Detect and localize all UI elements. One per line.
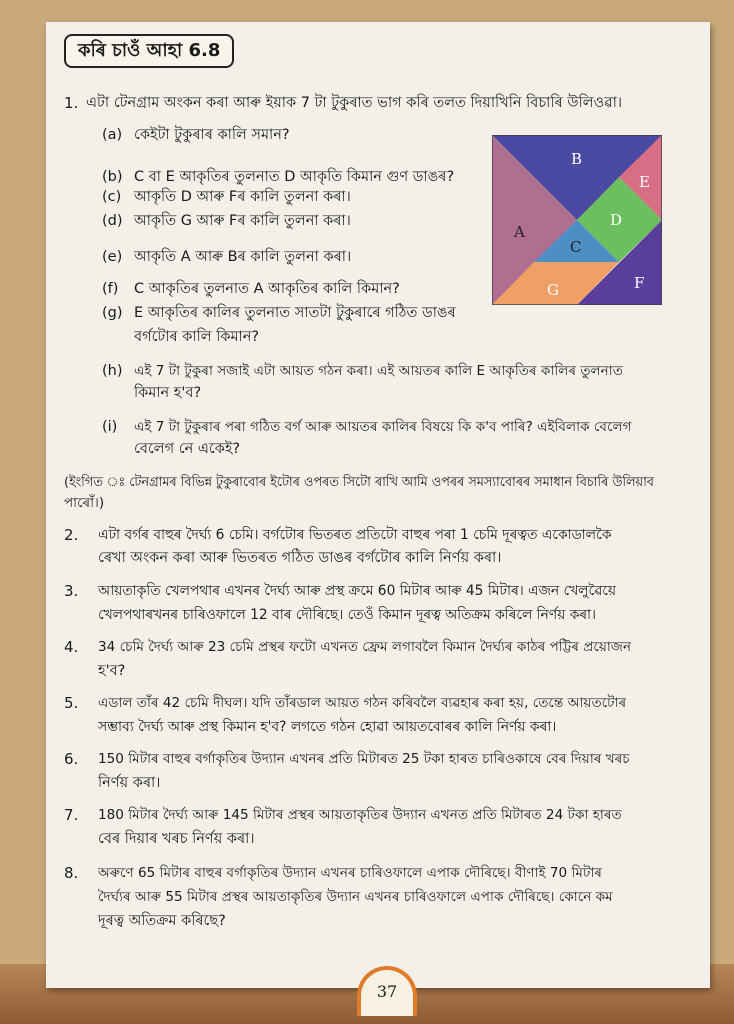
tangram-label-d: D — [610, 211, 623, 229]
q4-number: 4. — [64, 638, 79, 656]
q5-number: 5. — [64, 694, 79, 712]
q1h-text: এই 7 টা টুকুৰা সজাই এটা আয়ত গঠন কৰা। এই আয়তৰ কালি E আকৃতিৰ কালিৰ তুলনাত — [134, 363, 623, 379]
q1b-label: (b) — [102, 169, 123, 185]
q1i-label: (i) — [102, 419, 118, 435]
q1d-label: (d) — [102, 213, 123, 229]
activity-title: কৰি চাওঁ আহা 6.8 — [78, 39, 221, 61]
q2-line1: এটা বৰ্গৰ বাহুৰ দৈৰ্ঘ্য 6 চেমি। বৰ্গটোৰ ভিতৰত প্ৰতিটো বাহুৰ পৰা 1 চেমি দূৰত্বত একোডালকৈ — [98, 527, 612, 543]
q1g-text-cont: বৰ্গটোৰ কালি কিমান? — [134, 329, 260, 345]
q2-line2: ৰেখা অংকন কৰা আৰু ভিতৰত গঠিত ডাঙৰ বৰ্গটোৰ কালি নিৰ্ণয় কৰা। — [98, 550, 502, 566]
q1h-text-cont: কিমান হ'ব? — [134, 385, 202, 401]
q5-line2: সম্ভাব্য দৈৰ্ঘ্য আৰু প্ৰস্থ কিমান হ'ব? লগতে গঠন হোৱা আয়তবোৰৰ কালি নিৰ্ণয় কৰা। — [98, 719, 557, 735]
q1f-label: (f) — [102, 281, 119, 297]
q1e-label: (e) — [102, 249, 123, 265]
q3-line2: খেলপথাৰখনৰ চাৰিওফালে 12 বাৰ দৌৰিছে। তেওঁ কিমান দূৰত্ব অতিক্ৰম কৰিলে নিৰ্ণয় কৰা। — [98, 607, 596, 623]
tangram-figure — [492, 135, 662, 305]
q6-number: 6. — [64, 750, 79, 768]
q3-number: 3. — [64, 582, 79, 600]
q8-number: 8. — [64, 864, 79, 882]
page-number: 37 — [376, 982, 398, 1001]
q2-number: 2. — [64, 526, 79, 544]
q1-hint-line2: পাৰোঁ।) — [64, 495, 105, 511]
q1i-text: এই 7 টা টুকুৰাৰ পৰা গঠিত বৰ্গ আৰু আয়তৰ কালিৰ বিষয়ে কি ক'ব পাৰি? এইবিলাক বেলেগ — [134, 419, 632, 435]
q8-line2: দৈৰ্ঘ্যৰ আৰু 55 মিটাৰ প্ৰস্থৰ আয়তাকৃতিৰ উদ্যান এখনৰ চাৰিওফালে এপাক দৌৰিছে। কোনে কম — [98, 889, 613, 905]
q3-line1: আয়তাকৃতি খেলপথাৰ এখনৰ দৈৰ্ঘ্য আৰু প্ৰস্থ ক্ৰমে 60 মিটাৰ আৰু 45 মিটাৰ। এজন খেলুৱৈয়ে — [98, 583, 616, 599]
q1-intro: এটা টেনগ্ৰাম অংকন কৰা আৰু ইয়াক 7 টা টুকুৰাত ভাগ কৰি তলত দিয়াখিনি বিচাৰি উলিওৱা। — [86, 95, 623, 111]
q1d-text: আকৃতি G আৰু Fৰ কালি তুলনা কৰা। — [134, 213, 351, 229]
q1-hint-line1: (ইংগিত ঃ টেনগ্ৰামৰ বিভিন্ন টুকুৰাবোৰ ইটোৰ ওপৰত সিটো ৰাখি আমি ওপৰৰ সমস্যাবোৰৰ সমাধান বিচাৰি উলিয়াব — [64, 475, 654, 490]
q1-number: 1. — [64, 94, 79, 112]
q6-line1: 150 মিটাৰ বাহুৰ বৰ্গাকৃতিৰ উদ্যান এখনৰ প্ৰতি মিটাৰত 25 টকা হাৰত চাৰিওকাষে বেৰ দিয়াৰ খৰচ — [98, 751, 630, 767]
q6-line2: নিৰ্ণয় কৰা। — [98, 775, 161, 791]
q1c-text: আকৃতি D আৰু Fৰ কালি তুলনা কৰা। — [134, 189, 351, 205]
q7-number: 7. — [64, 806, 79, 824]
q1e-text: আকৃতি A আৰু Bৰ কালি তুলনা কৰা। — [134, 249, 352, 265]
tangram-label-b: B — [571, 150, 583, 168]
q1a-text: কেইটা টুকুৰাৰ কালি সমান? — [134, 127, 290, 143]
q5-line1: এডাল তাঁৰ 42 চেমি দীঘল। যদি তাঁৰডাল আয়ত গঠন কৰিবলৈ ব্যৱহাৰ কৰা হয়, তেন্তে আয়তটোৰ — [98, 695, 627, 711]
tangram-label-g: G — [547, 281, 559, 299]
q4-line2: হ'ব? — [98, 663, 126, 679]
q1h-label: (h) — [102, 363, 123, 379]
tangram-label-e: E — [639, 173, 650, 191]
activity-header — [64, 34, 234, 68]
q1f-text: C আকৃতিৰ তুলনাত A আকৃতিৰ কালি কিমান? — [134, 281, 400, 297]
q4-line1: 34 চেমি দৈৰ্ঘ্য আৰু 23 চেমি প্ৰস্থৰ ফটো এখনত ফ্ৰেম লগাবলৈ কিমান দৈৰ্ঘ্যৰ কাঠৰ পট্টিৰ প্ৰয়োজন — [98, 639, 632, 655]
q7-line2: বেৰ দিয়াৰ খৰচ নিৰ্ণয় কৰা। — [98, 831, 255, 847]
q1b-text: C বা E আকৃতিৰ তুলনাত D আকৃতি কিমান গুণ ডাঙৰ? — [134, 169, 455, 185]
q8-line1: অৰুণে 65 মিটাৰ বাহুৰ বৰ্গাকৃতিৰ উদ্যান এখনৰ চাৰিওফালে এপাক দৌৰিছে। বীণাই 70 মিটাৰ — [98, 865, 602, 881]
q1g-text: E আকৃতিৰ কালিৰ তুলনাত সাতটা টুকুৰাৰে গঠিত ডাঙৰ — [134, 305, 456, 321]
q7-line1: 180 মিটাৰ দৈৰ্ঘ্য আৰু 145 মিটাৰ প্ৰস্থৰ আয়তাকৃতিৰ উদ্যান এখনত প্ৰতি মিটাৰত 24 টকা হাৰত — [98, 807, 622, 823]
q8-line3: দূৰত্ব অতিক্ৰম কৰিছে? — [98, 913, 226, 929]
q1c-label: (c) — [102, 189, 122, 205]
q1i-text-cont: বেলেগ নে একেই? — [134, 441, 241, 457]
tangram-label-f: F — [634, 274, 645, 292]
tangram-label-a: A — [514, 223, 525, 241]
q1a-label: (a) — [102, 127, 123, 143]
q1g-label: (g) — [102, 305, 123, 321]
tangram-label-c: C — [570, 238, 582, 256]
